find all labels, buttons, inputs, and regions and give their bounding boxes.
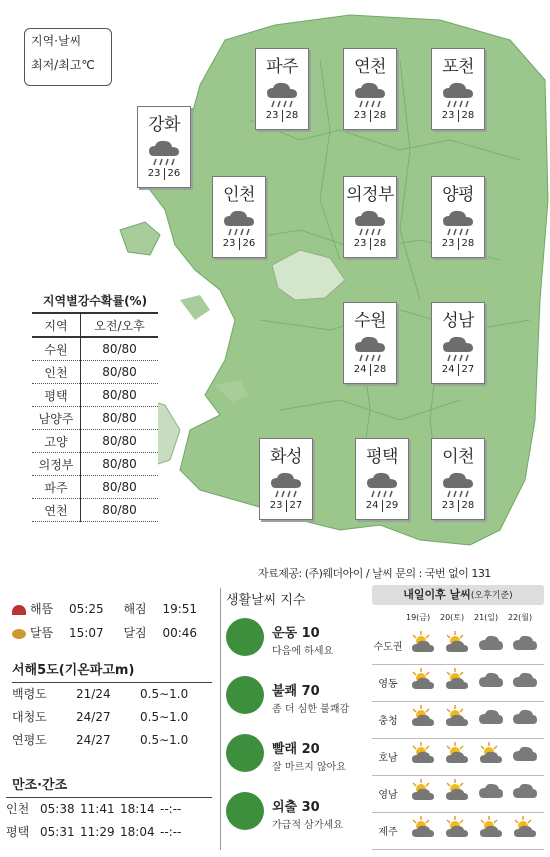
moonrise-icon bbox=[12, 629, 26, 639]
temp-high: 29 bbox=[382, 500, 402, 512]
tides-title: 만조·간조 bbox=[6, 775, 212, 798]
temp-low: 23 bbox=[265, 110, 279, 121]
sun-cloud-icon bbox=[410, 778, 436, 808]
cloud-icon bbox=[478, 630, 504, 660]
value-cell: 80/80 bbox=[81, 453, 159, 476]
cloud-icon bbox=[478, 667, 504, 697]
temp-low: 23 bbox=[441, 238, 455, 249]
island-name: 대청도 bbox=[12, 710, 47, 724]
island-name: 연평도 bbox=[12, 733, 47, 747]
precipitation-probability-table bbox=[32, 290, 158, 522]
sun-cloud-icon bbox=[478, 815, 504, 845]
life-index-item bbox=[226, 728, 364, 786]
value-cell: 80/80 bbox=[81, 430, 159, 453]
city-name: 의정부 bbox=[346, 185, 394, 205]
temp-high: 28 bbox=[282, 110, 302, 122]
tide-cell: 05:31 bbox=[40, 825, 75, 839]
rain-cloud-icon bbox=[432, 335, 484, 363]
temp-high: 26 bbox=[239, 238, 259, 250]
table-row bbox=[32, 361, 158, 384]
island-name: 백령도 bbox=[12, 687, 47, 701]
forecast-row bbox=[372, 737, 544, 776]
probability-title: 지역별강수확률(%) bbox=[42, 294, 148, 308]
forecast-row bbox=[372, 700, 544, 739]
city-name: 성남 bbox=[442, 311, 474, 331]
legend-line1: 지역·날씨 bbox=[31, 34, 82, 48]
rain-cloud-icon bbox=[432, 471, 484, 499]
west-sea-islands bbox=[12, 660, 212, 752]
city-name: 인천 bbox=[223, 185, 255, 205]
temp-low: 23 bbox=[353, 110, 367, 121]
life-weather-index bbox=[226, 590, 364, 844]
temp-low: 23 bbox=[353, 238, 367, 249]
region-cell: 고양 bbox=[32, 430, 81, 453]
city-card bbox=[431, 48, 485, 130]
forecast-region: 제주 bbox=[378, 827, 398, 838]
wave-row bbox=[12, 706, 212, 729]
city-name: 연천 bbox=[354, 57, 386, 77]
tide-cell: 18:14 bbox=[120, 802, 155, 816]
legend-line2: 최저/최고℃ bbox=[31, 58, 95, 72]
temp-range bbox=[432, 364, 484, 376]
moonset-time: 00:46 bbox=[162, 626, 198, 640]
life-index-name: 빨래 20 bbox=[272, 742, 320, 757]
header-am-pm: 오전/오후 bbox=[81, 313, 159, 337]
sunset-label: 해짐 bbox=[123, 602, 147, 616]
temp-high: 28 bbox=[458, 238, 478, 250]
cloud-icon bbox=[512, 667, 538, 697]
temp-high: 28 bbox=[370, 238, 390, 250]
forecast-day: 21(일) bbox=[474, 613, 499, 622]
life-index-desc: 좀 더 심한 불쾌감 bbox=[272, 704, 350, 715]
wave-height: 0.5∼1.0 bbox=[140, 710, 189, 724]
temp-range bbox=[260, 500, 312, 512]
sunset-time: 19:51 bbox=[162, 602, 198, 616]
temp-high: 27 bbox=[286, 500, 306, 512]
island-temp: 24/27 bbox=[76, 710, 111, 724]
temp-range bbox=[344, 364, 396, 376]
temp-range bbox=[344, 238, 396, 250]
city-card bbox=[259, 438, 313, 520]
tide-row bbox=[6, 821, 212, 844]
forecast-row bbox=[372, 774, 544, 813]
forecast-day: 20(토) bbox=[440, 613, 465, 622]
city-card bbox=[343, 302, 397, 384]
rain-cloud-icon bbox=[344, 335, 396, 363]
value-cell: 80/80 bbox=[81, 407, 159, 430]
map-legend bbox=[24, 28, 112, 86]
temp-high: 28 bbox=[370, 364, 390, 376]
rain-cloud-icon bbox=[344, 81, 396, 109]
temp-high: 26 bbox=[164, 168, 184, 180]
cloud-icon bbox=[512, 741, 538, 771]
sun-cloud-icon bbox=[444, 741, 470, 771]
running-person-icon bbox=[226, 618, 264, 656]
temp-low: 23 bbox=[441, 500, 455, 511]
moonrise-label: 달뜸 bbox=[30, 626, 54, 640]
table-row bbox=[32, 430, 158, 453]
region-cell: 평택 bbox=[32, 384, 81, 407]
city-name: 평택 bbox=[366, 447, 398, 467]
cloud-icon bbox=[512, 704, 538, 734]
table-header-row bbox=[32, 313, 158, 337]
forecast-region: 충청 bbox=[378, 716, 398, 727]
sun-cloud-icon bbox=[478, 741, 504, 771]
wave-height: 0.5∼1.0 bbox=[140, 733, 189, 747]
divider bbox=[220, 588, 221, 850]
waves-title: 서해5도(기온파고m) bbox=[12, 660, 212, 683]
sun-row bbox=[12, 597, 212, 621]
tides bbox=[6, 775, 212, 844]
city-card bbox=[343, 48, 397, 130]
tide-cell: 05:38 bbox=[40, 802, 75, 816]
tide-cell: 평택 bbox=[6, 825, 30, 839]
sun-cloud-icon bbox=[444, 815, 470, 845]
temp-low: 23 bbox=[441, 110, 455, 121]
forecast-subtitle: (오후기준) bbox=[470, 591, 513, 601]
temp-high: 27 bbox=[458, 364, 478, 376]
forecast-region: 호남 bbox=[378, 753, 398, 764]
tide-cell: 18:04 bbox=[120, 825, 155, 839]
value-cell: 80/80 bbox=[81, 337, 159, 361]
cloud-icon bbox=[512, 778, 538, 808]
temp-low: 23 bbox=[269, 500, 283, 511]
region-cell: 의정부 bbox=[32, 453, 81, 476]
sun-cloud-icon bbox=[444, 630, 470, 660]
rain-cloud-icon bbox=[344, 209, 396, 237]
city-name: 강화 bbox=[148, 115, 180, 135]
rain-cloud-icon bbox=[256, 81, 308, 109]
tide-cell: --:-- bbox=[160, 825, 182, 839]
sun-cloud-icon bbox=[444, 667, 470, 697]
tide-cell: --:-- bbox=[160, 802, 182, 816]
forecast-day: 19(금) bbox=[406, 613, 431, 622]
header-region: 지역 bbox=[32, 313, 81, 337]
sun-cloud-icon bbox=[512, 815, 538, 845]
region-cell: 인천 bbox=[32, 361, 81, 384]
temp-range bbox=[432, 500, 484, 512]
forecast-region: 영남 bbox=[378, 790, 398, 801]
temp-range bbox=[432, 110, 484, 122]
temp-range bbox=[138, 168, 190, 180]
city-card bbox=[431, 302, 485, 384]
table-row bbox=[32, 337, 158, 361]
island-temp: 21/24 bbox=[76, 687, 111, 701]
wave-row bbox=[12, 729, 212, 752]
forecast-region: 수도권 bbox=[373, 642, 403, 653]
rain-cloud-icon bbox=[260, 471, 312, 499]
region-cell: 파주 bbox=[32, 476, 81, 499]
forecast-row bbox=[372, 811, 544, 850]
temp-range bbox=[213, 238, 265, 250]
tide-row bbox=[6, 798, 212, 821]
temp-low: 24 bbox=[365, 500, 379, 511]
value-cell: 80/80 bbox=[81, 476, 159, 499]
forecast-row bbox=[372, 626, 544, 665]
city-card bbox=[355, 438, 409, 520]
sun-cloud-icon bbox=[410, 815, 436, 845]
shirt-icon bbox=[226, 734, 264, 772]
rain-cloud-icon bbox=[213, 209, 265, 237]
forecast-days bbox=[404, 612, 544, 624]
data-credit: 자료제공: (주)웨더아이 / 날씨 문의 : 국번 없이 131 bbox=[258, 567, 491, 580]
city-card bbox=[212, 176, 266, 258]
island-temp: 24/27 bbox=[76, 733, 111, 747]
moon-row bbox=[12, 621, 212, 645]
city-card bbox=[431, 176, 485, 258]
value-cell: 80/80 bbox=[81, 361, 159, 384]
city-name: 수원 bbox=[354, 311, 386, 331]
sun-cloud-icon bbox=[410, 630, 436, 660]
temp-range bbox=[256, 110, 308, 122]
forecast-header bbox=[372, 585, 544, 605]
rain-cloud-icon bbox=[356, 471, 408, 499]
wave-row bbox=[12, 683, 212, 706]
life-index-item bbox=[226, 786, 364, 844]
rain-cloud-icon bbox=[432, 209, 484, 237]
temp-low: 24 bbox=[353, 364, 367, 375]
value-cell: 80/80 bbox=[81, 499, 159, 522]
table-row bbox=[32, 453, 158, 476]
table-row bbox=[32, 407, 158, 430]
cloud-icon bbox=[478, 704, 504, 734]
rain-cloud-icon bbox=[432, 81, 484, 109]
table-row bbox=[32, 499, 158, 522]
city-card bbox=[343, 176, 397, 258]
city-name: 포천 bbox=[442, 57, 474, 77]
table-row bbox=[32, 476, 158, 499]
life-index-name: 불쾌 70 bbox=[272, 684, 320, 699]
cloud-icon bbox=[512, 630, 538, 660]
city-name: 이천 bbox=[442, 447, 474, 467]
sun-cloud-icon bbox=[410, 741, 436, 771]
city-card bbox=[255, 48, 309, 130]
life-index-item bbox=[226, 612, 364, 670]
probability-grid bbox=[32, 312, 158, 522]
temp-high: 28 bbox=[458, 110, 478, 122]
life-title: 생활날씨 지수 bbox=[226, 593, 306, 608]
city-name: 양평 bbox=[442, 185, 474, 205]
moonrise-time: 15:07 bbox=[69, 626, 104, 640]
forecast-title: 내일이후 날씨 bbox=[403, 588, 471, 601]
life-index-desc: 가급적 삼가세요 bbox=[272, 820, 343, 831]
tide-cell: 11:41 bbox=[80, 802, 115, 816]
value-cell: 80/80 bbox=[81, 384, 159, 407]
sunrise-label: 해뜸 bbox=[30, 602, 54, 616]
forecast-row bbox=[372, 663, 544, 702]
table-row bbox=[32, 384, 158, 407]
city-name: 화성 bbox=[270, 447, 302, 467]
region-cell: 수원 bbox=[32, 337, 81, 361]
life-index-name: 운동 10 bbox=[272, 626, 320, 641]
sun-cloud-icon bbox=[410, 667, 436, 697]
temp-low: 23 bbox=[222, 238, 236, 249]
life-index-desc: 다음에 하세요 bbox=[272, 646, 334, 657]
region-cell: 연천 bbox=[32, 499, 81, 522]
life-index-item bbox=[226, 670, 364, 728]
sun-cloud-icon bbox=[444, 778, 470, 808]
life-index-desc: 잘 마르지 않아요 bbox=[272, 762, 346, 773]
sun-cloud-icon bbox=[410, 704, 436, 734]
city-name: 파주 bbox=[266, 57, 298, 77]
tide-cell: 11:29 bbox=[80, 825, 115, 839]
life-index-name: 외출 30 bbox=[272, 800, 320, 815]
sunrise-time: 05:25 bbox=[69, 602, 104, 616]
city-card bbox=[431, 438, 485, 520]
temp-high: 28 bbox=[370, 110, 390, 122]
temp-low: 23 bbox=[147, 168, 161, 179]
sun-cloud-icon bbox=[444, 704, 470, 734]
temp-range bbox=[344, 110, 396, 122]
rain-cloud-icon bbox=[138, 139, 190, 167]
sun-moon-times bbox=[12, 597, 212, 645]
temp-low: 24 bbox=[441, 364, 455, 375]
wave-height: 0.5∼1.0 bbox=[140, 687, 189, 701]
sweating-face-icon bbox=[226, 676, 264, 714]
cloud-icon bbox=[478, 778, 504, 808]
temp-range bbox=[432, 238, 484, 250]
temp-range bbox=[356, 500, 408, 512]
forecast-region: 영동 bbox=[378, 679, 398, 690]
walking-person-icon bbox=[226, 792, 264, 830]
forecast-day: 22(월) bbox=[508, 613, 533, 622]
tide-cell: 인천 bbox=[6, 802, 30, 816]
city-card bbox=[137, 106, 191, 188]
sunrise-icon bbox=[12, 605, 26, 615]
moonset-label: 달짐 bbox=[123, 626, 147, 640]
region-cell: 남양주 bbox=[32, 407, 81, 430]
temp-high: 28 bbox=[458, 500, 478, 512]
